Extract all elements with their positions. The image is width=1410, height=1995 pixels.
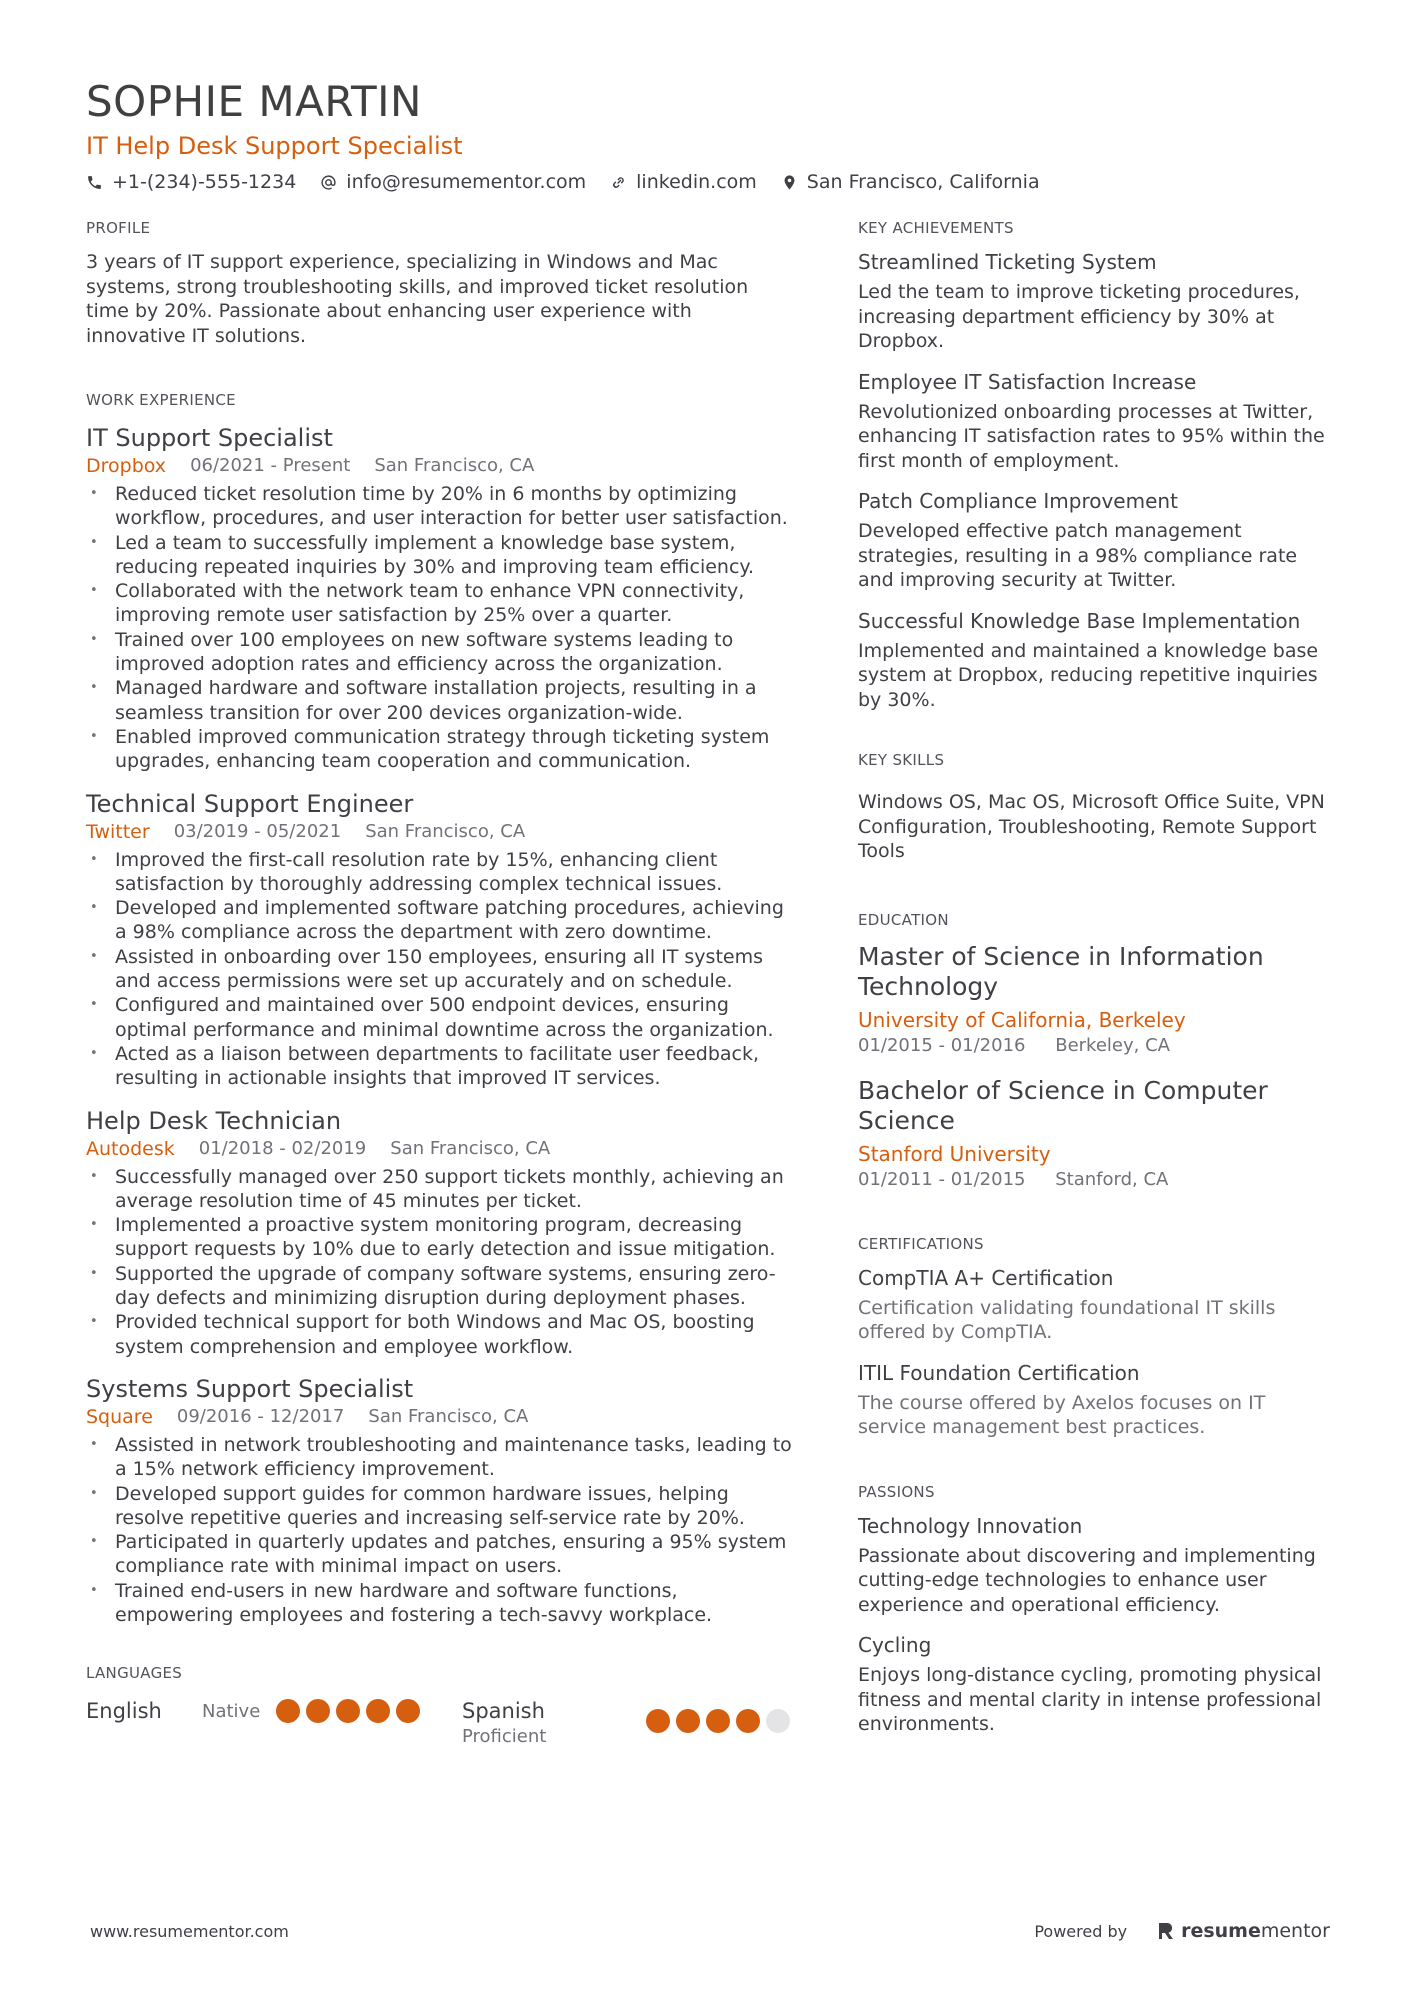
location-text: San Francisco, California <box>806 171 1040 193</box>
job-company: Autodesk <box>86 1137 175 1160</box>
rating-dot-filled <box>336 1699 360 1723</box>
passion-item <box>858 1512 1338 1618</box>
achievement-title: Successful Knowledge Base Implementation <box>858 608 1301 633</box>
footer-website-link[interactable]: www.resumementor.com <box>90 1921 289 1941</box>
achievement-item <box>858 248 1338 354</box>
job-meta <box>86 1137 796 1161</box>
section-title-skills: KEY SKILLS <box>858 751 945 769</box>
language-rating <box>646 1697 796 1733</box>
brand-logo[interactable] <box>1157 1920 1330 1942</box>
right-column <box>858 218 1338 1737</box>
brand-name-part2: mentor <box>1260 1920 1330 1942</box>
left-column <box>86 218 796 1749</box>
education-degree: Bachelor of Science in Computer Science <box>858 1075 1268 1135</box>
job-bullet: • Trained end-users in new hardware and software functions, empowering employees and fostering a tech-savvy workplace. <box>86 1579 796 1628</box>
contact-email[interactable] <box>320 171 586 193</box>
phone-icon <box>86 174 103 191</box>
job-dates: 06/2021 - Present <box>190 455 351 476</box>
job-bullets <box>86 1165 796 1359</box>
location-icon <box>781 174 798 191</box>
achievement-title: Employee IT Satisfaction Increase <box>858 369 1197 394</box>
job-bullet: • Participated in quarterly updates and patches, ensuring a 95% system compliance rate with minimal impact on users. <box>86 1530 796 1579</box>
job-bullet: • Led a team to successfully implement a knowledge base system, reducing repeated inquiries by 30% and improving team efficiency. <box>86 531 796 580</box>
certification-title: CompTIA A+ Certification <box>858 1265 1114 1290</box>
achievements-section <box>858 218 1338 712</box>
contact-bar <box>86 168 1326 196</box>
certification-text: Certification validating foundational IT skills offered by CompTIA. <box>858 1296 1276 1343</box>
achievement-title: Patch Compliance Improvement <box>858 489 1178 513</box>
job-title: Technical Support Engineer <box>86 789 414 818</box>
achievement-item <box>858 607 1338 713</box>
passion-text: Passionate about discovering and implementing cutting-edge technologies to enhance user experience and operational efficiency. <box>858 1544 1316 1616</box>
language-level: Proficient <box>462 1726 547 1748</box>
language-rating <box>276 1697 426 1723</box>
rating-dot-filled <box>396 1699 420 1723</box>
section-title-languages: LANGUAGES <box>86 1664 183 1683</box>
achievement-item <box>858 487 1338 593</box>
rating-dot-empty <box>766 1709 790 1733</box>
job-entry <box>86 1373 796 1627</box>
job-company: Dropbox <box>86 455 167 477</box>
job-bullet: • Improved the first-call resolution rate by 15%, enhancing client satisfaction by thoroughly addressing complex technical issues. <box>86 848 796 897</box>
job-company: Square <box>86 1405 153 1428</box>
achievement-title: Streamlined Ticketing System <box>858 250 1157 274</box>
language-name-wrap <box>462 1697 646 1749</box>
job-bullet: • Enabled improved communication strategy through ticketing system upgrades, enhancing team cooperation and communication. <box>86 725 796 774</box>
candidate-role: IT Help Desk Support Specialist <box>86 132 463 160</box>
job-bullets <box>86 482 796 774</box>
achievement-text: Led the team to improve ticketing procedures, increasing department efficiency by 30% at Dropbox. <box>858 281 1300 352</box>
certification-item <box>858 1264 1338 1345</box>
job-entry <box>86 422 796 774</box>
education-school: University of California, Berkeley <box>858 1007 1186 1032</box>
job-entry <box>86 788 796 1091</box>
contact-phone[interactable] <box>86 171 296 193</box>
language-name: English <box>86 1699 162 1724</box>
job-title: Systems Support Specialist <box>86 1374 414 1403</box>
phone-text: +1-(234)-555-1234 <box>112 171 297 193</box>
rating-dot-filled <box>276 1699 300 1723</box>
link-icon <box>610 174 627 191</box>
achievement-text: Implemented and maintained a knowledge base system at Dropbox, reducing repetitive inquiries by 30%. <box>858 639 1319 711</box>
certifications-section <box>858 1234 1338 1440</box>
rating-dot-filled <box>736 1709 760 1733</box>
job-bullet: • Successfully managed over 250 support tickets monthly, achieving an average resolution time of 45 minutes per ticket. <box>86 1165 796 1214</box>
education-section <box>858 910 1338 1192</box>
job-title: Help Desk Technician <box>86 1106 342 1135</box>
job-bullet: • Assisted in network troubleshooting and maintenance tasks, leading to a 15% network efficiency improvement. <box>86 1433 796 1482</box>
language-list <box>86 1697 796 1749</box>
passion-title: Cycling <box>858 1633 932 1657</box>
education-location: Stanford, CA <box>1055 1168 1169 1190</box>
contact-linkedin[interactable] <box>610 171 757 193</box>
job-entry <box>86 1105 796 1359</box>
passion-title: Technology Innovation <box>858 1513 1083 1538</box>
rating-dot-filled <box>706 1709 730 1733</box>
language-item <box>86 1697 462 1725</box>
job-dates: 09/2016 - 12/2017 <box>176 1405 345 1427</box>
job-company: Twitter <box>86 820 150 843</box>
section-title-certifications: CERTIFICATIONS <box>858 1234 984 1253</box>
skills-section <box>858 750 1338 864</box>
job-bullets <box>86 848 796 1091</box>
powered-by-label: Powered by <box>1034 1921 1128 1941</box>
work-section <box>86 390 796 1627</box>
job-location: San Francisco, CA <box>390 1137 551 1159</box>
education-dates: 01/2011 - 01/2015 <box>858 1168 1026 1190</box>
section-title-profile: PROFILE <box>86 219 151 237</box>
job-meta <box>86 1405 796 1429</box>
achievement-text: Developed effective patch management strategies, resulting in a 98% compliance rate and improving security at Twitter. <box>858 520 1298 591</box>
job-bullet: • Managed hardware and software installation projects, resulting in a seamless transition for over 200 devices organization-wide. <box>86 676 796 725</box>
page-footer <box>90 1920 1330 1942</box>
job-bullet: • Provided technical support for both Windows and Mac OS, boosting system comprehension and employee workflow. <box>86 1310 796 1359</box>
education-item <box>858 1076 1338 1192</box>
profile-section <box>86 218 796 348</box>
passion-text: Enjoys long-distance cycling, promoting physical fitness and mental clarity in intense professional environments. <box>858 1664 1322 1735</box>
contact-location <box>781 171 1040 193</box>
language-name: Spanish <box>462 1699 545 1724</box>
powered-by <box>1034 1920 1330 1942</box>
rating-dot-filled <box>306 1699 330 1723</box>
education-dates: 01/2015 - 01/2016 <box>858 1034 1026 1056</box>
skills-text: Windows OS, Mac OS, Microsoft Office Suite, VPN Configuration, Troubleshooting, Remote Support Tools <box>858 791 1325 862</box>
education-school: Stanford University <box>858 1141 1051 1166</box>
job-bullet: • Supported the upgrade of company software systems, ensuring zero-day defects and minimizing disruption during deployment phases. <box>86 1262 796 1311</box>
candidate-name: SOPHIE MARTIN <box>86 77 422 126</box>
rating-dot-filled <box>366 1699 390 1723</box>
achievement-item <box>858 368 1338 474</box>
brand-name-part1: resume <box>1181 1920 1261 1942</box>
profile-text: 3 years of IT support experience, specializing in Windows and Mac systems, strong troubleshooting skills, and improved ticket resolution time by 20%. Passionate about enhancing user experience with innovative IT solutions. <box>86 251 749 347</box>
job-title: IT Support Specialist <box>86 424 333 452</box>
education-degree: Master of Science in Information Technology <box>858 941 1264 1001</box>
section-title-education: EDUCATION <box>858 910 949 929</box>
rating-dot-filled <box>646 1709 670 1733</box>
education-location: Berkeley, CA <box>1055 1034 1170 1056</box>
passions-section <box>858 1482 1338 1737</box>
job-location: San Francisco, CA <box>368 1405 529 1427</box>
job-bullets <box>86 1433 796 1627</box>
language-name-wrap <box>86 1697 202 1725</box>
certification-text: The course offered by Axelos focuses on IT service management best practices. <box>858 1391 1266 1438</box>
job-meta <box>86 820 796 844</box>
section-title-achievements: KEY ACHIEVEMENTS <box>858 219 1014 237</box>
job-bullet: • Collaborated with the network team to enhance VPN connectivity, improving remote user satisfaction by 25% over a quarter. <box>86 579 796 628</box>
resume-header <box>86 76 1326 196</box>
job-bullet: • Developed and implemented software patching procedures, achieving a 98% compliance across the department with zero downtime. <box>86 896 796 945</box>
job-bullet: • Configured and maintained over 500 endpoint devices, ensuring optimal performance and minimal downtime across the organization. <box>86 993 796 1042</box>
job-bullet: • Implemented a proactive system monitoring program, decreasing support requests by 10% due to early detection and issue mitigation. <box>86 1213 796 1262</box>
job-bullet: • Developed support guides for common hardware issues, helping resolve repetitive queries and increasing self-service rate by 20%. <box>86 1482 796 1531</box>
achievement-text: Revolutionized onboarding processes at Twitter, enhancing IT satisfaction rates to 95% within the first month of employment. <box>858 400 1325 472</box>
email-text: info@resumementor.com <box>346 171 587 193</box>
job-dates: 01/2018 - 02/2019 <box>198 1137 367 1159</box>
job-meta <box>86 454 796 478</box>
job-location: San Francisco, CA <box>365 820 526 842</box>
languages-section <box>86 1663 796 1749</box>
job-dates: 03/2019 - 05/2021 <box>173 820 342 842</box>
brand-logo-icon <box>1157 1921 1175 1941</box>
job-location: San Francisco, CA <box>374 455 535 476</box>
section-title-work: WORK EXPERIENCE <box>86 391 236 409</box>
job-bullet: • Trained over 100 employees on new software systems leading to improved adoption rates and efficiency across the organization. <box>86 628 796 677</box>
email-icon <box>320 174 337 191</box>
education-meta <box>858 1168 1338 1192</box>
education-meta <box>858 1034 1338 1058</box>
job-bullet: • Reduced ticket resolution time by 20% in 6 months by optimizing workflow, procedures, and user interaction for better user satisfaction. <box>86 482 796 531</box>
certification-title: ITIL Foundation Certification <box>858 1360 1140 1385</box>
education-item <box>858 942 1338 1058</box>
passion-item <box>858 1631 1338 1737</box>
job-bullet: • Acted as a liaison between departments to facilitate user feedback, resulting in actionable insights that improved IT services. <box>86 1042 796 1091</box>
language-item <box>462 1697 796 1749</box>
section-title-passions: PASSIONS <box>858 1482 935 1501</box>
certification-item <box>858 1359 1338 1440</box>
rating-dot-filled <box>676 1709 700 1733</box>
language-level: Native <box>202 1701 261 1723</box>
job-bullet: • Assisted in onboarding over 150 employees, ensuring all IT systems and access permissions were set up accurately and on schedule. <box>86 945 796 994</box>
linkedin-text: linkedin.com <box>636 171 757 193</box>
